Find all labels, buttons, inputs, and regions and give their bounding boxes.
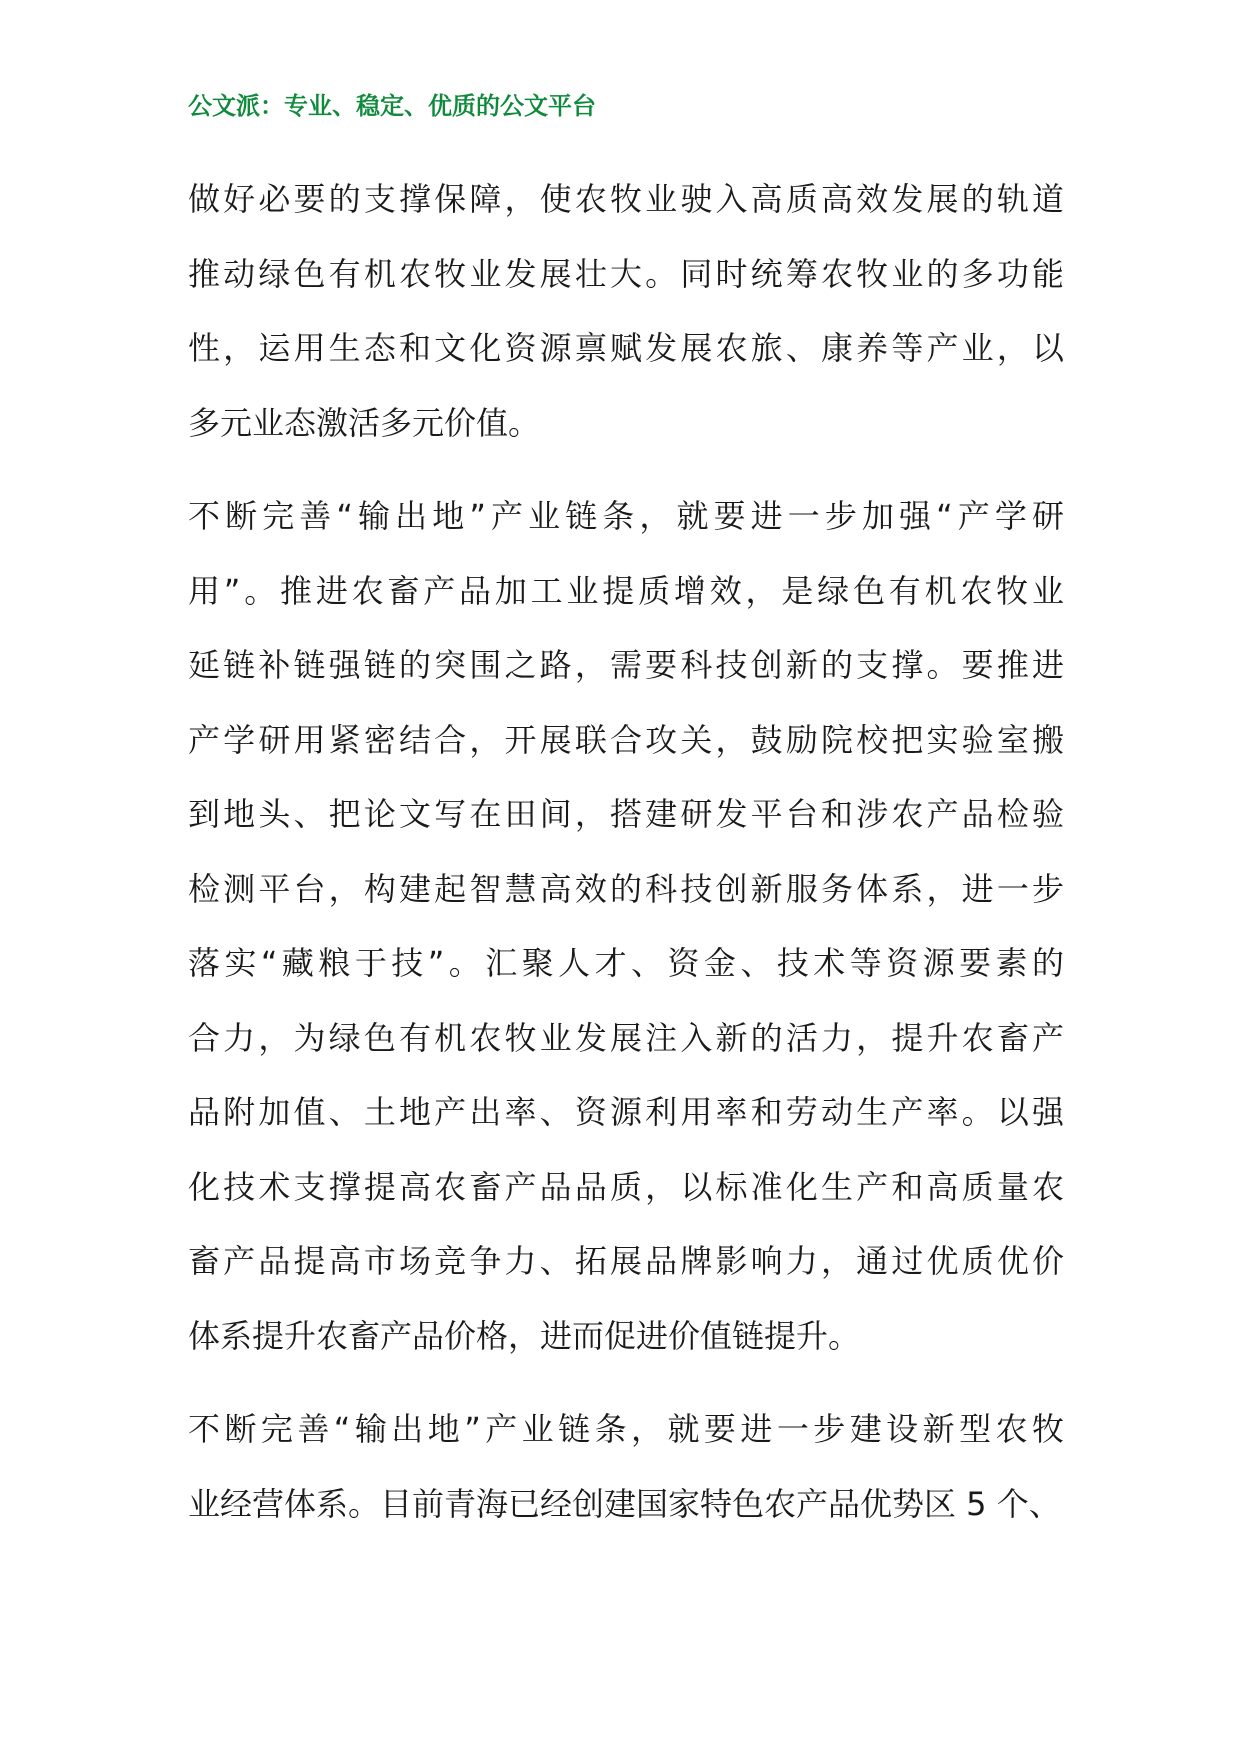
text-line: 检测平台，构建起智慧高效的科技创新服务体系，进一步 [188,869,1064,908]
text-line: 畜产品提高市场竞争力、拓展品牌影响力，通过优质优价 [188,1242,1064,1280]
page-header: 公文派：专业、稳定、优质的公文平台 [188,91,596,120]
text-line: 用”。推进农畜产品加工业提质增效，是绿色有机农牧业 [188,571,1064,610]
text-line: 体系提升农畜产品价格，进而促进价值链提升。 [188,1316,861,1355]
text-line: 化技术支撑提高农畜产品品质，以标准化生产和高质量农 [188,1167,1064,1206]
text-line: 延链补链强链的突围之路，需要科技创新的支撑。要推进 [188,646,1064,684]
paragraph-3 [188,1392,1064,1541]
text-line: 推动绿色有机农牧业发展壮大。同时统筹农牧业的多功能 [188,254,1064,293]
paragraph-2 [188,479,1064,1373]
text-line: 产学研用紧密结合，开展联合攻关，鼓励院校把实验室搬 [188,720,1064,759]
text-line: 合力，为绿色有机农牧业发展注入新的活力，提升农畜产 [188,1018,1064,1057]
text-line: 落实“藏粮于技”。汇聚人才、资金、技术等资源要素的 [188,944,1064,982]
text-line: 不断完善“输出地”产业链条，就要进一步建设新型农牧 [188,1410,1064,1448]
text-line: 性，运用生态和文化资源禀赋发展农旅、康养等产业，以 [188,329,1064,367]
text-line: 不断完善“输出地”产业链条，就要进一步加强“产学研 [188,497,1064,535]
text-line: 多元业态激活多元价值。 [188,403,541,442]
text-line: 业经营体系。目前青海已经创建国家特色农产品优势区 5 个、 [188,1484,1061,1523]
paragraph-1 [188,162,1064,460]
text-line: 品附加值、土地产出率、资源利用率和劳动生产率。以强 [188,1093,1064,1131]
document-body [188,162,1064,1560]
text-line: 到地头、把论文写在田间，搭建研发平台和涉农产品检验 [188,795,1064,833]
text-line: 做好必要的支撑保障，使农牧业驶入高质高效发展的轨道 [188,180,1064,218]
